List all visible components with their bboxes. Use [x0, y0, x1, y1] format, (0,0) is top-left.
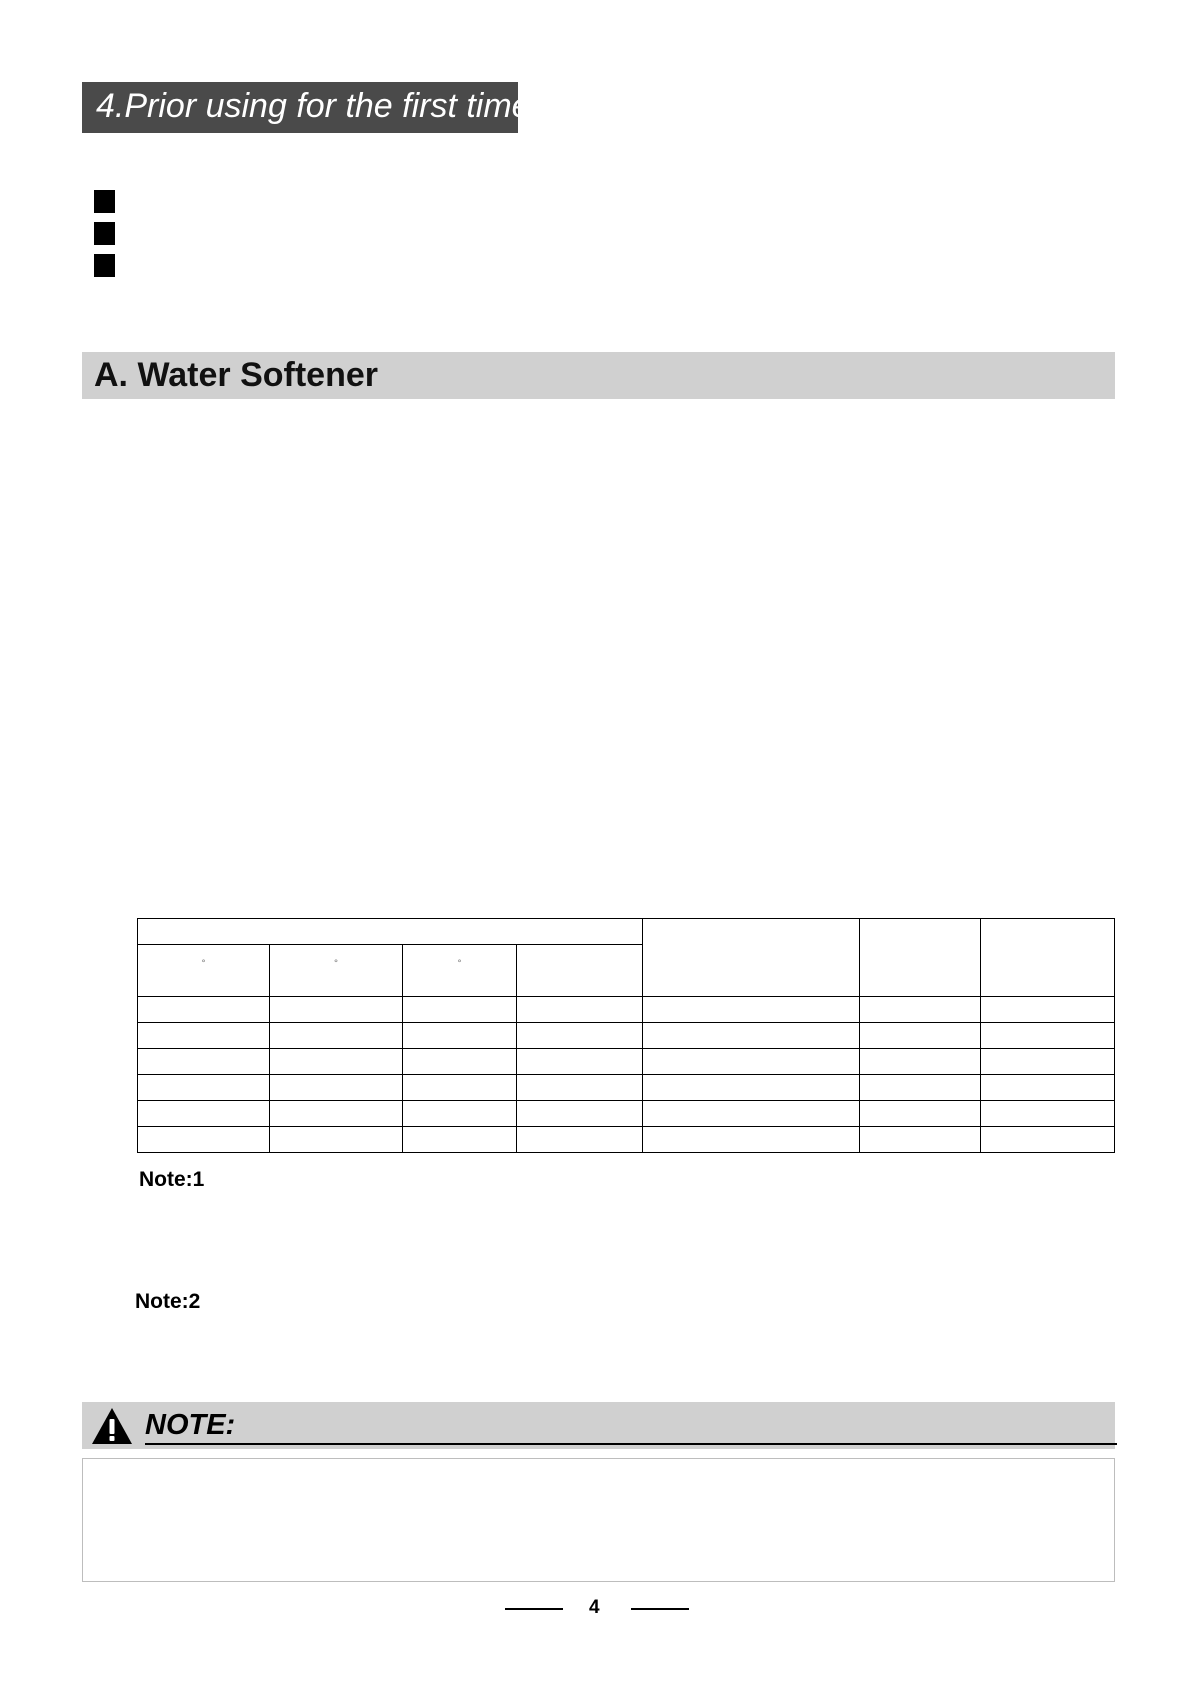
table-header-cell: [138, 919, 643, 945]
section-heading-bar: [82, 352, 1115, 399]
degree-mark: °: [333, 959, 339, 969]
table-cell: [138, 1023, 270, 1049]
page-number: 4: [589, 1597, 600, 1618]
chapter-title-bar: [82, 82, 531, 133]
table-cell: [643, 997, 860, 1023]
warning-note-box: [82, 1458, 1115, 1582]
table-cell: [270, 1023, 403, 1049]
table-cell: [270, 997, 403, 1023]
note-underline: [145, 1443, 1117, 1445]
bullet-marker-3: [94, 254, 115, 277]
table-header-cell: [643, 919, 860, 997]
table-header-row: [138, 919, 1115, 945]
table-header-cell: [517, 945, 643, 997]
table-header-cell: [981, 919, 1115, 997]
table-cell: [517, 1049, 643, 1075]
table-cell: [270, 1049, 403, 1075]
table-row: [138, 1127, 1115, 1153]
table-cell: [138, 1101, 270, 1127]
table-cell: [517, 1127, 643, 1153]
table-cell: [981, 1101, 1115, 1127]
table-cell: [138, 1075, 270, 1101]
table-cell: [981, 1023, 1115, 1049]
page-number-rule-right: [631, 1608, 689, 1610]
table-cell: [643, 1101, 860, 1127]
table-cell: [860, 1049, 981, 1075]
page-number-rule-left: [505, 1608, 563, 1610]
table-header-cell: [403, 945, 517, 997]
table-cell: [860, 1101, 981, 1127]
table-header-cell: [270, 945, 403, 997]
table-row: [138, 1075, 1115, 1101]
table-header-cell: [860, 919, 981, 997]
table-cell: [138, 1049, 270, 1075]
table-cell: [643, 1127, 860, 1153]
table-cell: [981, 1049, 1115, 1075]
table-cell: [270, 1075, 403, 1101]
table-cell: [517, 1023, 643, 1049]
table-cell: [138, 1127, 270, 1153]
table-cell: [981, 997, 1115, 1023]
table-cell: [860, 1023, 981, 1049]
table-cell: [981, 1127, 1115, 1153]
degree-mark: °: [457, 959, 462, 969]
note-2-label: Note:2: [135, 1290, 201, 1313]
table-cell: [517, 1075, 643, 1101]
table-cell: [403, 1023, 517, 1049]
table-header-cell: [138, 945, 270, 997]
table-cell: [403, 1101, 517, 1127]
warning-icon: [91, 1407, 133, 1445]
note-1-label: Note:1: [139, 1168, 205, 1191]
table-cell: [981, 1075, 1115, 1101]
table-cell: [403, 1127, 517, 1153]
table-cell: [138, 997, 270, 1023]
bullet-marker-2: [94, 222, 115, 245]
warning-note-bar: [82, 1402, 1115, 1449]
degree-mark: °: [201, 959, 206, 969]
table-cell: [270, 1101, 403, 1127]
table-cell: [860, 1127, 981, 1153]
table-cell: [403, 1075, 517, 1101]
table-cell: [860, 1075, 981, 1101]
table-cell: [403, 1049, 517, 1075]
table-row: [138, 1049, 1115, 1075]
table-cell: [643, 1075, 860, 1101]
bullet-marker-1: [94, 190, 115, 213]
table-cell: [643, 1023, 860, 1049]
table-cell: [517, 1101, 643, 1127]
table-row: [138, 1101, 1115, 1127]
table-row: [138, 1023, 1115, 1049]
section-heading: A. Water Softener: [94, 356, 379, 394]
water-hardness-table: [137, 918, 1115, 1153]
table-row: [138, 997, 1115, 1023]
table-cell: [270, 1127, 403, 1153]
chapter-title: 4.Prior using for the first time: [96, 87, 531, 125]
table-cell: [403, 997, 517, 1023]
warning-note-title: NOTE:: [145, 1409, 236, 1441]
table-cell: [860, 997, 981, 1023]
table-cell: [643, 1049, 860, 1075]
table-cell: [517, 997, 643, 1023]
